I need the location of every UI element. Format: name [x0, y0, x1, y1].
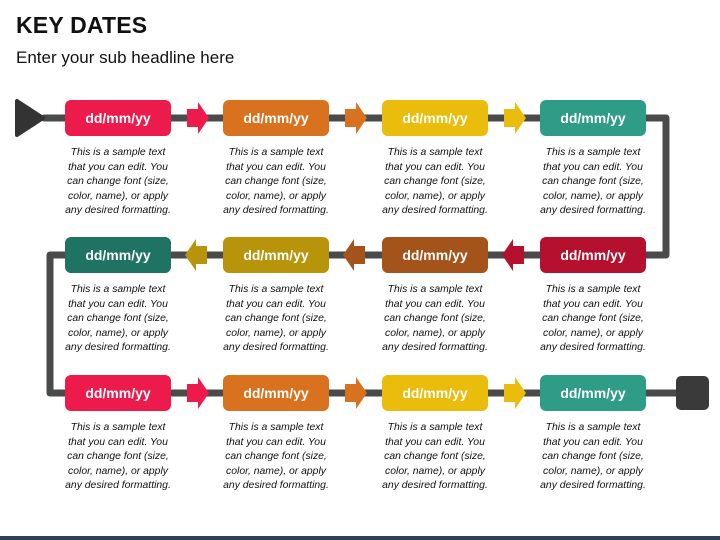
- description-line: any desired formatting.: [540, 480, 646, 491]
- description-line: This is a sample text: [545, 284, 641, 295]
- description-line: any desired formatting.: [382, 480, 488, 491]
- milestone-description: [213, 146, 339, 219]
- description-line: that you can edit. You: [68, 298, 168, 310]
- arrow-right-icon: [345, 377, 367, 409]
- description-line: can change font (size,: [542, 313, 644, 324]
- description-line: color, name), or apply: [543, 190, 643, 202]
- description-line: color, name), or apply: [543, 465, 643, 477]
- date-box: dd/mm/yy: [223, 100, 329, 136]
- date-box: dd/mm/yy: [223, 375, 329, 411]
- description-line: that you can edit. You: [226, 298, 326, 310]
- description-line: any desired formatting.: [65, 205, 171, 216]
- description-line: color, name), or apply: [226, 327, 326, 339]
- description-line: can change font (size,: [67, 176, 169, 187]
- description-line: color, name), or apply: [385, 465, 485, 477]
- date-box: dd/mm/yy: [382, 375, 488, 411]
- description-line: that you can edit. You: [68, 436, 168, 448]
- description-line: any desired formatting.: [382, 342, 488, 353]
- milestone-description: [530, 146, 656, 219]
- description-line: can change font (size,: [542, 176, 644, 187]
- description-line: color, name), or apply: [68, 190, 168, 202]
- milestone-description: [55, 421, 181, 494]
- date-box: dd/mm/yy: [65, 100, 171, 136]
- description-line: color, name), or apply: [385, 190, 485, 202]
- description-line: can change font (size,: [542, 451, 644, 462]
- description-line: that you can edit. You: [385, 298, 485, 310]
- page-title: KEY DATES: [16, 12, 148, 38]
- description-line: any desired formatting.: [382, 205, 488, 216]
- arrow-right-icon: [187, 377, 209, 409]
- arrow-left-icon: [343, 239, 365, 271]
- description-line: any desired formatting.: [540, 342, 646, 353]
- description-line: any desired formatting.: [223, 480, 329, 491]
- description-line: This is a sample text: [387, 422, 483, 433]
- description-line: can change font (size,: [67, 451, 169, 462]
- description-line: that you can edit. You: [226, 161, 326, 173]
- description-line: color, name), or apply: [385, 327, 485, 339]
- date-box: dd/mm/yy: [540, 100, 646, 136]
- description-line: can change font (size,: [384, 176, 486, 187]
- page-subtitle: Enter your sub headline here: [16, 48, 235, 67]
- description-line: any desired formatting.: [540, 205, 646, 216]
- description-line: This is a sample text: [387, 284, 483, 295]
- description-line: This is a sample text: [387, 147, 483, 158]
- start-play-icon: [17, 101, 43, 135]
- footer-bar: [0, 536, 720, 540]
- description-line: This is a sample text: [70, 284, 166, 295]
- description-line: can change font (size,: [225, 313, 327, 324]
- arrow-right-icon: [504, 102, 526, 134]
- milestone-description: [213, 283, 339, 356]
- description-line: that you can edit. You: [543, 436, 643, 448]
- description-line: can change font (size,: [384, 313, 486, 324]
- milestone-description: [372, 283, 498, 356]
- description-line: any desired formatting.: [65, 342, 171, 353]
- arrow-right-icon: [187, 102, 209, 134]
- milestone-description: [530, 421, 656, 494]
- arrow-left-icon: [185, 239, 207, 271]
- date-box: dd/mm/yy: [540, 237, 646, 273]
- date-box: dd/mm/yy: [382, 100, 488, 136]
- description-line: color, name), or apply: [68, 465, 168, 477]
- milestone-description: [372, 146, 498, 219]
- milestone-description: [55, 283, 181, 356]
- description-line: This is a sample text: [545, 422, 641, 433]
- description-line: color, name), or apply: [68, 327, 168, 339]
- description-line: This is a sample text: [228, 422, 324, 433]
- description-line: that you can edit. You: [543, 161, 643, 173]
- description-line: color, name), or apply: [226, 190, 326, 202]
- description-line: that you can edit. You: [226, 436, 326, 448]
- description-line: can change font (size,: [384, 451, 486, 462]
- date-box: dd/mm/yy: [65, 375, 171, 411]
- end-square-icon: [676, 376, 709, 410]
- description-line: This is a sample text: [70, 422, 166, 433]
- milestone-description: [372, 421, 498, 494]
- description-line: can change font (size,: [225, 176, 327, 187]
- date-box: dd/mm/yy: [540, 375, 646, 411]
- description-line: that you can edit. You: [385, 161, 485, 173]
- description-line: color, name), or apply: [543, 327, 643, 339]
- description-line: This is a sample text: [545, 147, 641, 158]
- date-box: dd/mm/yy: [223, 237, 329, 273]
- description-line: any desired formatting.: [65, 480, 171, 491]
- arrow-left-icon: [502, 239, 524, 271]
- description-line: any desired formatting.: [223, 205, 329, 216]
- description-line: that you can edit. You: [385, 436, 485, 448]
- description-line: color, name), or apply: [226, 465, 326, 477]
- arrow-right-icon: [345, 102, 367, 134]
- milestone-description: [55, 146, 181, 219]
- description-line: This is a sample text: [228, 147, 324, 158]
- date-box: dd/mm/yy: [382, 237, 488, 273]
- description-line: This is a sample text: [70, 147, 166, 158]
- description-line: any desired formatting.: [223, 342, 329, 353]
- date-box: dd/mm/yy: [65, 237, 171, 273]
- description-line: can change font (size,: [225, 451, 327, 462]
- description-line: can change font (size,: [67, 313, 169, 324]
- description-line: This is a sample text: [228, 284, 324, 295]
- description-line: that you can edit. You: [68, 161, 168, 173]
- milestone-description: [213, 421, 339, 494]
- arrow-right-icon: [504, 377, 526, 409]
- description-line: that you can edit. You: [543, 298, 643, 310]
- milestone-description: [530, 283, 656, 356]
